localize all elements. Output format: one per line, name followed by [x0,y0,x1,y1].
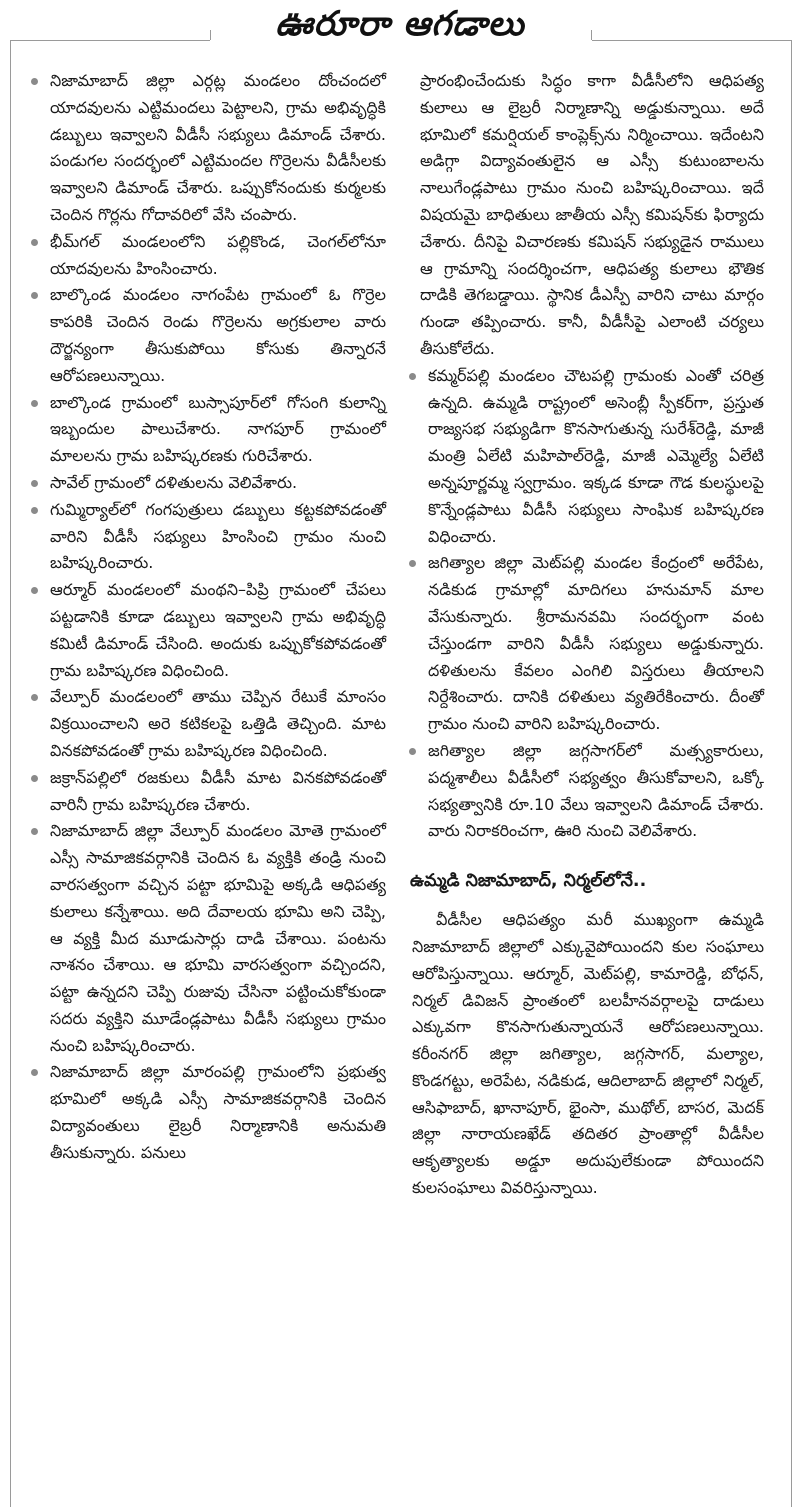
bullet-dot [31,400,38,407]
bullet-item: బాల్కొండ మండలం నాగంపేట గ్రామంలో ఓ గొర్రెల కాపరికి చెందిన రెండు గొర్రెలను అగ్రకులాల వారు దౌర్జన్యంగా తీసుకుపోయి కోసుకు తిన్నారనే ఆరోపణలున్నాయి. [30,282,386,389]
bullet-dot [31,292,38,299]
article-title: ఊరూరా ఆగడాలు [275,4,525,44]
bullet-item: సావేల్ గ్రామంలో దళితులను వెలివేశారు. [30,470,386,497]
bullet-dot [31,78,38,85]
section-subheading: ఉమ్మడి నిజామాబాద్, నిర్మల్‌లోనే.. [410,871,647,892]
bullet-item: నిజామాబాద్ జిల్లా ఎర్గట్ల మండలం దోంచందలో యాదవులను ఎట్టిమందలు పెట్టాలని, గ్రామ అభివృద్ధికి డబ్బులు ఇవ్వాలని వీడీసీ సభ్యులు డిమాండ్ చేశారు. పండుగల సందర్భంలో ఎట్టిమందల గొర్రెలను వీడీసీలకు ఇవ్వాలని డిమాండ్ చేశారు. ఒప్పుకోనందుకు కుర్మలకు చెందిన గొర్లను గోదావరిలో వేసి చంపారు. [30,68,386,229]
bullet-dot [31,507,38,514]
bullet-item: ఆర్మూర్ మండలంలో మంథని–పిప్రి గ్రామంలో చేపలు పట్టడానికి కూడా డబ్బులు ఇవ్వాలని గ్రామ అభివృద్ధి కమిటీ డిమాండ్ చేసింది. అందుకు ఒప్పుకోకపోవడంతో గ్రామ బహిష్కరణ విధించింది. [30,577,386,684]
bullet-dot [31,1069,38,1076]
bullet-dot [31,775,38,782]
bullet-dot [31,828,38,835]
bullet-dot [409,748,416,755]
bullet-dot [31,694,38,701]
bullet-dot [409,373,416,380]
bullet-item: భీమ్‌గల్ మండలంలోని పల్లికొండ, చెంగల్‌లోనూ యాదవులను హింసించారు. [30,229,386,283]
bullet-item: నిజామాబాద్ జిల్లా వేల్పూర్ మండలం మోతె గ్రామంలో ఎస్సీ సామాజికవర్గానికి చెందిన ఓ వ్యక్తికి తండ్రి నుంచి వారసత్వంగా వచ్చిన పట్టా భూమిపై అక్కడి ఆధిపత్య కులాలు కన్నేశాయి. అది దేవాలయ భూమి అని చెప్పి, ఆ వ్యక్తి మీద మూడుసార్లు దాడి చేశాయి. పంటను నాశనం చేశాయి. ఆ భూమి వారసత్వంగా వచ్చిందని, పట్టా ఉన్నదని చెప్పి రుజువు చేసినా పట్టించుకోకుండా సదరు వ్యక్తిని మూడేండ్లపాటు వీడీసీ సభ్యులు గ్రామం నుంచి బహిష్కరించారు. [30,818,386,1059]
right-column [408,68,764,1202]
bullet-item: గుమ్మిర్యాల్‌లో గంగపుత్రులు డబ్బులు కట్టకపోవడంతో వారిని వీడీసీ సభ్యులు హింసించి గ్రామం నుంచి బహిష్కరించారు. [30,497,386,577]
bullet-item: బాల్కొండ గ్రామంలో బుస్సాపూర్‌లో గోసంగి కులాన్ని ఇబ్బందుల పాలుచేశారు. నాగపూర్ గ్రామంలో మాలలను గ్రామ బహిష్కరణకు గురిచేశారు. [30,390,386,470]
closing-paragraph: వీడీసీల ఆధిపత్యం మరీ ముఖ్యంగా ఉమ్మడి నిజామాబాద్ జిల్లాలో ఎక్కువైపోయిందని కుల సంఘాలు ఆరోపిస్తున్నాయి. ఆర్మూర్, మెట్‌పల్లి, కామారెడ్డి, బోధన్, నిర్మల్ డివిజన్ ప్రాంతంలో బలహీనవర్గాలపై దాడులు ఎక్కువగా కొనసాగుతున్నాయనే ఆరోపణలున్నాయి. కరీంనగర్ జిల్లా జగిత్యాల, జగ్గసాగర్, మల్యాల, కొండగట్టు, అరెపేట, నడికుడ, ఆదిలాబాద్ జిల్లాలో నిర్మల్, ఆసిఫాబాద్, ఖానాపూర్, భైంసా, ముథోల్, బాసర, మెదక్ జిల్లా నారాయణఖేడ్ తదితర ప్రాంతాల్లో వీడీసీల ఆకృత్యాలకు అడ్డూ అదుపులేకుండా పోయిందని కులసంఘాలు వివరిస్తున్నాయి. [412,910,764,1198]
bullet-item: జగిత్యాల జిల్లా జగ్గసాగర్‌లో మత్స్యకారులు, పద్మశాలీలు వీడీసీలో సభ్యత్వం తీసుకోవాలని, ఒక్కో సభ్యత్వానికి రూ.10 వేలు ఇవ్వాలని డిమాండ్ చేశారు. వారు నిరాకరించగా, ఊరి నుంచి వెలివేశారు. [408,738,764,845]
left-column [30,68,386,1167]
bullet-item: జగిత్యాల జిల్లా మెట్‌పల్లి మండల కేంద్రంలో అరేపేట, నడికుడ గ్రామాల్లో మాదిగలు హనుమాన్ మాల వేసుకున్నారు. శ్రీరామనవమి సందర్భంగా వంట చేస్తుండగా వారిని వీడీసీ సభ్యులు అడ్డుకున్నారు. దళితులను కేవలం ఎంగిలి విస్తరులు తీయాలని నిర్దేశించారు. దానికి దళితులు వ్యతిరేకించారు. దీంతో గ్రామం నుంచి వారిని బహిష్కరించారు. [408,550,764,738]
bullet-item: వేల్పూర్ మండలంలో తాము చెప్పిన రేటుకే మాంసం విక్రయించాలని అరె కటికలపై ఒత్తిడి తెచ్చింది. మాట వినకపోవడంతో గ్రామ బహిష్కరణ విధించింది. [30,684,386,764]
bullet-item: జక్రాన్‌పల్లిలో రజకులు వీడీసీ మాట వినకపోవడంతో వారినీ గ్రామ బహిష్కరణ చేశారు. [30,765,386,819]
continued-text: ప్రారంభించేందుకు సిద్ధం కాగా వీడీసీలోని ఆధిపత్య కులాలు ఆ లైబ్రరీ నిర్మాణాన్ని అడ్డుకున్నాయి. అదే భూమిలో కమర్షియల్ కాంప్లెక్స్‌ను నిర్మించాయి. ఇదేంటని అడిగ్గా విద్యావంతులైన ఆ ఎస్సీ కుటుంబాలను నాలుగేండ్లపాటు గ్రామం నుంచి బహిష్కరించాయి. ఇదే విషయమై బాధితులు జాతీయ ఎస్సీ కమిషన్‌కు ఫిర్యాదు చేశారు. దీనిపై విచారణకు కమిషన్ సభ్యుడైన రాములు ఆ గ్రామాన్ని సందర్శించగా, ఆధిపత్య కులాలు భౌతిక దాడికి తెగబడ్డాయి. స్థానిక డీఎస్పీ వారిని చాటు మార్గం గుండా తప్పించారు. కానీ, వీడీసీపై ఎలాంటి చర్యలు తీసుకోలేదు. [420,71,764,358]
bullet-dot [409,560,416,567]
bullet-dot [31,587,38,594]
bullet-dot [31,480,38,487]
bullet-item: కమ్మర్‌పల్లి మండలం చౌటపల్లి గ్రామంకు ఎంతో చరిత్ర ఉన్నది. ఉమ్మడి రాష్ట్రంలో అసెంబ్లీ స్పీకర్‌గా, ప్రస్తుత రాజ్యసభ సభ్యుడిగా కొనసాగుతున్న సురేశ్‌రెడ్డి, మాజీ మంత్రి ఏలేటి మహిపాల్‌రెడ్డి, మాజీ ఎమ్మెల్యే ఏలేటి అన్నపూర్ణమ్మ స్వగ్రామం. ఇక్కడ కూడా గౌడ కులస్థులపై కొన్నేండ్లపాటు వీడీసీ సభ్యులు సాంఘిక బహిష్కరణ విధించారు. [408,363,764,551]
bullet-item: నిజామాబాద్ జిల్లా మారంపల్లి గ్రామంలోని ప్రభుత్వ భూమిలో అక్కడి ఎస్సీ సామాజికవర్గానికి చెందిన విద్యావంతులు లైబ్రరీ నిర్మాణానికి అనుమతి తీసుకున్నారు. పనులు [30,1059,386,1166]
bullet-dot [31,239,38,246]
